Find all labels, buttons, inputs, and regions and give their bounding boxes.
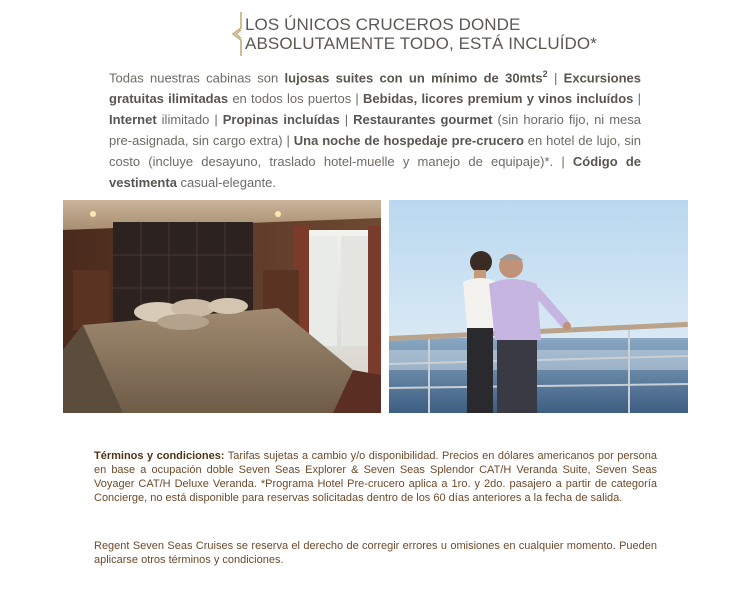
intro-text: Todas nuestras cabinas son <box>109 70 285 86</box>
intro-text: | <box>547 70 564 86</box>
intro-highlight-hotel: Una noche de hospedaje pre-crucero <box>293 133 524 149</box>
intro-highlight-dresscode: Código de vestimenta <box>109 154 642 191</box>
intro-text: en todos los puertos | <box>228 91 364 107</box>
suite-bedroom-photo <box>63 200 381 413</box>
title-line-2: ABSOLUTAMENTE TODO, ESTÁ INCLUÍDO* <box>245 34 597 53</box>
terms-label: Términos y condiciones: <box>94 450 225 462</box>
inclusions-paragraph <box>109 64 641 193</box>
couple-on-deck-photo <box>389 200 688 413</box>
intro-highlight-excursions: Excursiones gratuitas ilimitadas <box>109 70 641 107</box>
intro-highlight-tips: Propinas incluídas <box>222 112 340 128</box>
intro-text: | <box>339 112 354 128</box>
disclaimer-text: Regent Seven Seas Cruises se reserva el derecho de corregir errores u omisiones en cualquier momento. Pueden aplicarse otros términos y condiciones. <box>94 540 657 566</box>
terms-and-conditions <box>94 449 657 505</box>
page-title <box>245 15 597 53</box>
intro-text: | <box>633 91 641 107</box>
intro-highlight-internet: Internet <box>109 112 157 128</box>
chevron-left-ornament-icon <box>230 12 244 56</box>
intro-highlight-suites: lujosas suites con un mínimo de 30mts <box>284 70 543 86</box>
intro-text: (sin horario fijo, ni mesa pre-asignada, sin cargo extra) | <box>109 112 641 149</box>
title-line-1: LOS ÚNICOS CRUCEROS DONDE <box>245 15 521 34</box>
page-header <box>230 10 710 60</box>
intro-text: casual-elegante. <box>176 175 276 191</box>
intro-text: ilimitado | <box>156 112 223 128</box>
intro-highlight-restaurants: Restaurantes gourmet <box>353 112 493 128</box>
terms-text: Tarifas sujetas a cambio y/o disponibilidad. Precios en dólares americanos por persona en base a ocupación doble Seven Seas Explorer & Seven Seas Splendor CAT/H Veranda Suite, Seven Seas Voyager CAT/H Deluxe Veranda. *Programa Hotel Pre-crucero aplica a 1ro. y 2do. pasajero a partir de categoría Concierge, no está disponible para reservas solicitadas dentro de los 60 días anteriores a la fecha de salida. <box>94 450 657 504</box>
intro-superscript: 2 <box>542 69 548 79</box>
intro-highlight-drinks: Bebidas, licores premium y vinos incluídos <box>363 91 634 107</box>
intro-text: en hotel de lujo, sin costo (incluye desayuno, traslado hotel-muelle y manejo de equipaje)*. | <box>109 133 641 170</box>
